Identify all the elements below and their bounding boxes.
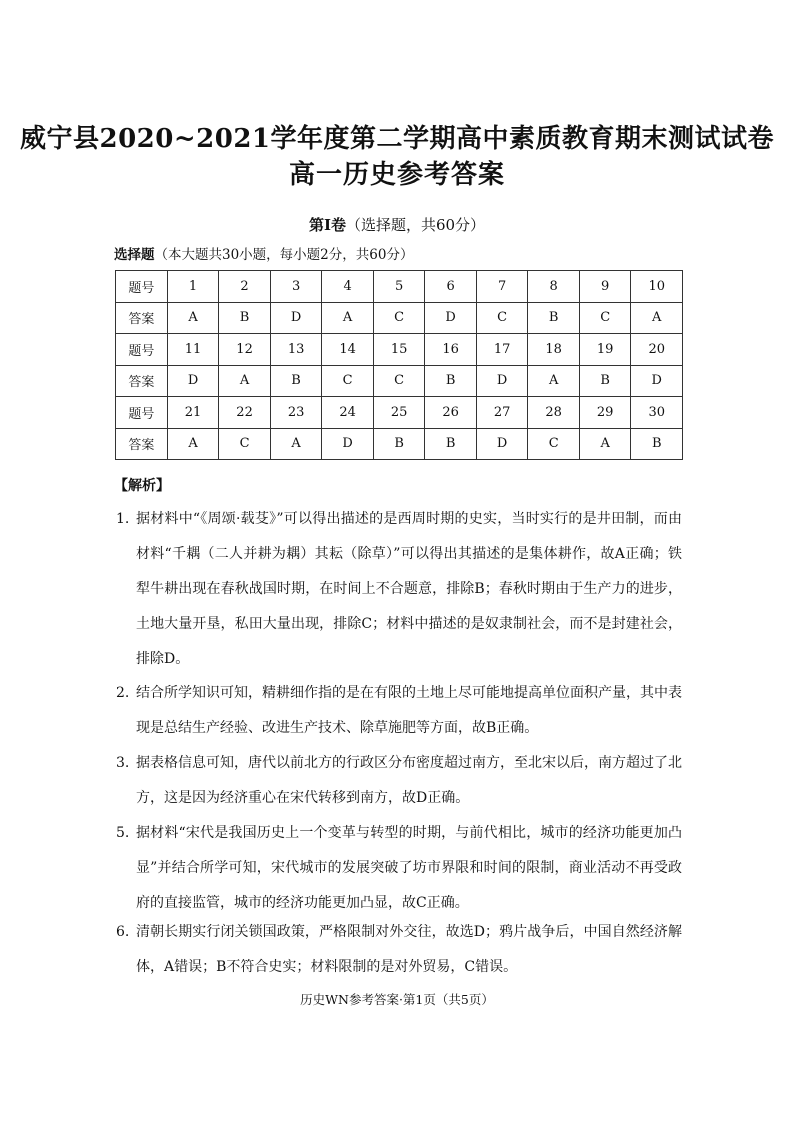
answer-table-row (116, 428, 683, 460)
table-cell: D (322, 428, 374, 460)
table-cell: 29 (579, 397, 631, 429)
table-cell: 16 (425, 334, 477, 366)
table-cell: C (579, 302, 631, 334)
table-cell: 8 (528, 271, 580, 303)
table-cell: A (270, 428, 322, 460)
answer-table-row (116, 302, 683, 334)
question-instructions (114, 243, 413, 263)
page-footer: 历史WN参考答案·第1页（共5页） (300, 992, 494, 1007)
table-cell: 2 (219, 271, 271, 303)
row-label: 题号 (116, 397, 168, 429)
table-cell: D (270, 302, 322, 334)
answer-table-row (116, 365, 683, 397)
table-cell: 28 (528, 397, 580, 429)
table-cell: A (579, 428, 631, 460)
table-cell: 6 (425, 271, 477, 303)
instructions-rest: （本大题共30小题，每小题2分，共60分） (154, 247, 414, 263)
table-cell: 4 (322, 271, 374, 303)
section-title-bold: 第Ⅰ卷 (308, 216, 346, 234)
row-label: 题号 (116, 334, 168, 366)
analysis-item (116, 676, 682, 746)
table-cell: 15 (373, 334, 425, 366)
table-cell: A (219, 365, 271, 397)
analysis-item (116, 502, 682, 677)
table-cell: 5 (373, 271, 425, 303)
table-cell: D (476, 428, 528, 460)
analysis-item (116, 746, 682, 816)
analysis-item-number: 6. (116, 924, 130, 940)
instructions-bold: 选择题 (114, 247, 155, 263)
table-cell: 23 (270, 397, 322, 429)
table-cell: 27 (476, 397, 528, 429)
section-title-rest: （选择题，共60分） (345, 216, 486, 234)
table-cell: A (528, 365, 580, 397)
table-cell: 18 (528, 334, 580, 366)
row-label: 答案 (116, 365, 168, 397)
table-cell: C (322, 365, 374, 397)
table-cell: B (270, 365, 322, 397)
row-label: 答案 (116, 302, 168, 334)
table-cell: D (425, 302, 477, 334)
table-cell: B (425, 365, 477, 397)
analysis-item-number: 3. (116, 755, 130, 771)
table-cell: D (476, 365, 528, 397)
table-cell: 25 (373, 397, 425, 429)
table-cell: C (219, 428, 271, 460)
table-cell: 9 (579, 271, 631, 303)
answer-table-row (116, 271, 683, 303)
table-cell: 3 (270, 271, 322, 303)
table-cell: 12 (219, 334, 271, 366)
table-cell: 13 (270, 334, 322, 366)
table-cell: 14 (322, 334, 374, 366)
analysis-heading: 【解析】 (114, 478, 170, 494)
table-cell: A (167, 428, 219, 460)
table-cell: B (631, 428, 683, 460)
table-cell: 19 (579, 334, 631, 366)
table-cell: 26 (425, 397, 477, 429)
table-cell: 11 (167, 334, 219, 366)
table-cell: 30 (631, 397, 683, 429)
table-cell: 24 (322, 397, 374, 429)
table-cell: B (219, 302, 271, 334)
table-cell: B (528, 302, 580, 334)
analysis-item (116, 915, 682, 985)
table-cell: A (322, 302, 374, 334)
table-cell: C (373, 365, 425, 397)
analysis-item (116, 816, 682, 921)
table-cell: A (631, 302, 683, 334)
table-cell: B (373, 428, 425, 460)
table-cell: 7 (476, 271, 528, 303)
analysis-item-number: 2. (116, 685, 130, 701)
row-label: 题号 (116, 271, 168, 303)
analysis-item-number: 1. (116, 511, 130, 527)
table-cell: B (579, 365, 631, 397)
analysis-item-number: 5. (116, 825, 130, 841)
table-cell: D (167, 365, 219, 397)
analysis-item-text: 据表格信息可知，唐代以前北方的行政区分布密度超过南方，至北宋以后，南方超过了北方，这是因为经济重心在宋代转移到南方，故D正确。 (136, 755, 682, 806)
analysis-item-text: 据材料中“《周颂·载芟》”可以得出描述的是西周时期的史实，当时实行的是井田制，而由材料“千耦（二人并耕为耦）其耘（除草）”可以得出其描述的是集体耕作，故A正确；铁犁牛耕出现在春秋战国时期，在时间上不合题意，排除B；春秋时期由于生产力的进步，土地大量开垦，私田大量出现，排除C；材料中描述的是奴隶制社会，而不是封建社会，排除D。 (136, 511, 682, 667)
table-cell: D (631, 365, 683, 397)
exam-title: 威宁县2020~2021学年度第二学期高中素质教育期末测试试卷 (19, 124, 774, 154)
table-cell: 17 (476, 334, 528, 366)
analysis-item-text: 清朝长期实行闭关锁国政策，严格限制对外交往，故选D；鸦片战争后，中国自然经济解体，A错误；B不符合史实；材料限制的是对外贸易，C错误。 (136, 924, 682, 975)
table-cell: C (476, 302, 528, 334)
analysis-item-text: 结合所学知识可知，精耕细作指的是在有限的土地上尽可能地提高单位面积产量，其中表现是总结生产经验、改进生产技术、除草施肥等方面，故B正确。 (136, 685, 682, 736)
table-cell: 21 (167, 397, 219, 429)
table-cell: 1 (167, 271, 219, 303)
table-cell: 20 (631, 334, 683, 366)
table-cell: B (425, 428, 477, 460)
table-cell: 22 (219, 397, 271, 429)
section-heading (0, 214, 794, 235)
table-cell: C (373, 302, 425, 334)
answer-table-row (116, 334, 683, 366)
answer-table-row (116, 397, 683, 429)
answer-table (115, 270, 683, 460)
analysis-item-text: 据材料“宋代是我国历史上一个变革与转型的时期，与前代相比，城市的经济功能更加凸显”并结合所学可知，宋代城市的发展突破了坊市界限和时间的限制，商业活动不再受政府的直接监管，城市的经济功能更加凸显，故C正确。 (136, 825, 682, 911)
table-cell: C (528, 428, 580, 460)
row-label: 答案 (116, 428, 168, 460)
table-cell: A (167, 302, 219, 334)
answer-key-title: 高一历史参考答案 (288, 160, 505, 190)
table-cell: 10 (631, 271, 683, 303)
